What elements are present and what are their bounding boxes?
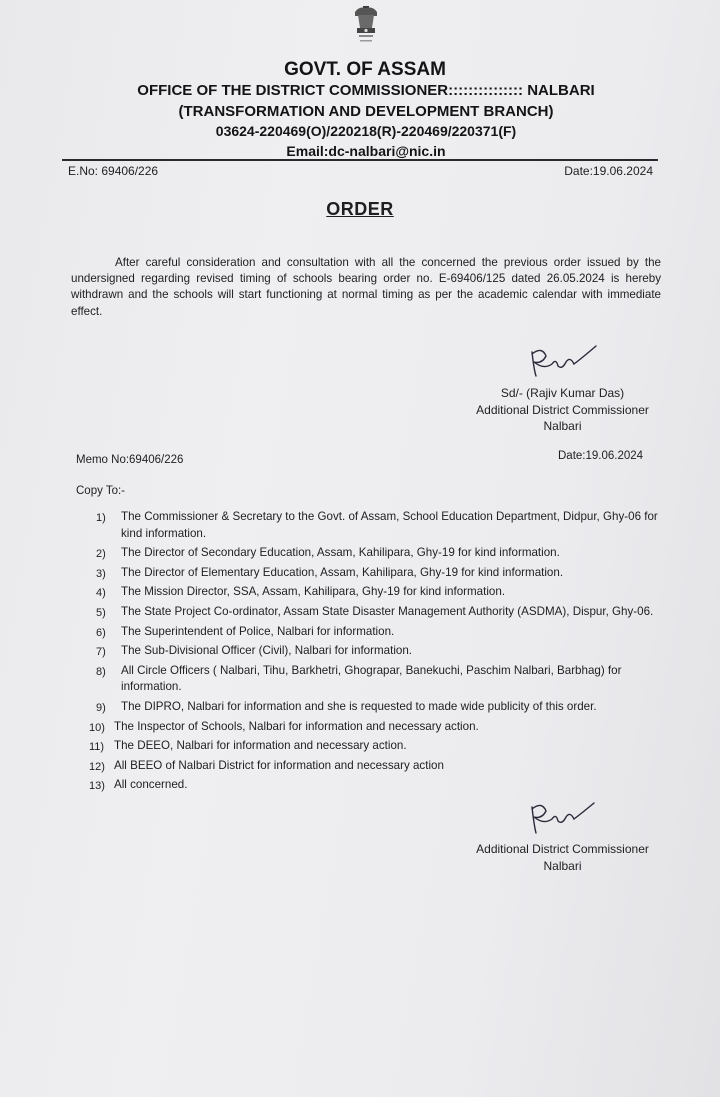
list-item: [89, 777, 662, 794]
signature-icon: [522, 797, 602, 847]
list-item-number: 1): [96, 512, 106, 524]
list-item-number: 7): [96, 646, 106, 659]
list-item-number: 8): [96, 665, 106, 678]
memo-date: Date:19.06.2024: [558, 450, 644, 462]
signature-icon: [522, 340, 602, 390]
list-item: [96, 584, 662, 601]
list-item-number: 6): [96, 626, 106, 639]
list-item-number: 2): [96, 548, 106, 561]
email-address: Email:dc-nalbari@nic.in: [286, 143, 446, 159]
list-item-number: 4): [96, 587, 106, 600]
list-item-number: 5): [96, 606, 106, 619]
list-item-number: 9): [96, 701, 106, 714]
list-item-text: All Circle Officers ( Nalbari, Tihu, Barkhetri, Ghograpar, Banekuchi, Paschim Nalbari, Barbhag) for information.: [121, 663, 622, 694]
list-item-number: 12): [89, 760, 105, 773]
govt-title: GOVT. OF ASSAM: [284, 59, 446, 80]
header-divider: [62, 159, 658, 161]
list-item-text: The Director of Secondary Education, Assam, Kahilipara, Ghy-19 for kind information.: [121, 546, 560, 560]
list-item-text: The Sub-Divisional Officer (Civil), Nalbari for information.: [121, 644, 413, 658]
list-item-text: The Mission Director, SSA, Assam, Kahilipara, Ghy-19 for kind information.: [121, 585, 506, 599]
list-item-text: The DEEO, Nalbari for information and necessary action.: [114, 739, 407, 753]
list-item-text: All concerned.: [114, 778, 188, 792]
phone-numbers: 03624-220469(O)/220218(R)-220469/220371(F): [215, 123, 517, 139]
signatory-block: [470, 385, 655, 435]
order-body: After careful consideration and consultation with all the concerned the previous order issued by the undersigned regarding revised timing of schools bearing order no. E-69406/125 dated 26.05.2024 is hereby withdrawn and the schools will start functioning at normal timing as per the academic calendar with immediate effect.: [71, 256, 661, 318]
list-item-text: The Inspector of Schools, Nalbari for information and necessary action.: [114, 719, 479, 733]
list-item-text: The Director of Elementary Education, Assam, Kahilipara, Ghy-19 for kind information.: [121, 565, 564, 579]
list-item: [89, 758, 662, 775]
list-item: [96, 545, 662, 562]
list-item-text: All BEEO of Nalbari District for information and necessary action: [114, 758, 444, 772]
list-item: [89, 719, 662, 736]
list-item: [89, 738, 662, 755]
list-item: [96, 663, 662, 696]
list-item: [96, 604, 662, 621]
list-item-number: 13): [89, 780, 105, 793]
list-item: [96, 509, 662, 542]
memo-number: Memo No:69406/226: [76, 454, 184, 466]
list-item: [96, 699, 662, 716]
reference-number: E.No: 69406/226: [68, 164, 159, 178]
list-item-number: 10): [89, 721, 105, 734]
list-item-text: The DIPRO, Nalbari for information and she is requested to made wide publicity of this order.: [121, 699, 597, 713]
recipient-list: [89, 509, 662, 797]
signatory-designation: Additional District Commissioner: [476, 402, 649, 417]
order-title: ORDER: [326, 199, 394, 219]
national-emblem-icon: [349, 2, 383, 48]
list-item-text: The Superintendent of Police, Nalbari for information.: [121, 624, 395, 638]
copy-to-label: Copy To:-: [76, 485, 126, 497]
list-item: [96, 565, 662, 582]
list-item-number: 11): [89, 741, 105, 754]
list-item-text: The Commissioner & Secretary to the Govt. of Assam, School Education Department, Didpur, Ghy-06 for kind information.: [121, 510, 658, 540]
list-item: [96, 643, 662, 660]
list-item: [96, 624, 662, 641]
list-item-text: The State Project Co-ordinator, Assam State Disaster Management Authority (ASDMA), Dispur, Ghy-06.: [121, 604, 654, 618]
signatory-block-copy: [470, 841, 655, 874]
signatory-designation: Additional District Commissioner: [476, 842, 649, 856]
list-item-number: 3): [96, 567, 106, 580]
signatory-name: Sd/- (Rajiv Kumar Das): [500, 386, 625, 400]
signatory-place: Nalbari: [543, 419, 582, 433]
reference-date: Date:19.06.2024: [564, 164, 653, 178]
branch-name: (TRANSFORMATION AND DEVELOPMENT BRANCH): [178, 103, 554, 120]
office-name: OFFICE OF THE DISTRICT COMMISSIONER::::::::::::::: NALBARI: [137, 82, 595, 99]
signatory-place: Nalbari: [543, 858, 582, 873]
